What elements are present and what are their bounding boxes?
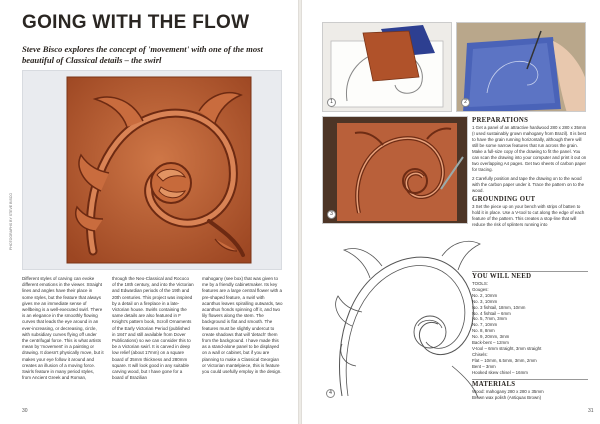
tool-item: No. 3, 10mm — [472, 298, 498, 304]
tool-item: Hooked skew chisel – 16mm — [472, 369, 528, 375]
grounding-heading: GROUNDING OUT — [472, 196, 536, 203]
material-item: Brown wax polish (Antiquax Brown) — [472, 394, 542, 400]
section-rule — [472, 379, 588, 380]
tool-item: Chisels: — [472, 351, 488, 357]
step-photo-1 — [322, 22, 452, 112]
tool-item: V-tool – 6mm straight, 3mm straight — [472, 345, 542, 351]
carved-panel-illustration — [23, 71, 282, 270]
preparations-heading: PREPARATIONS — [472, 117, 529, 124]
page-number-right: 31 — [588, 408, 594, 414]
you-will-need-heading: YOU WILL NEED — [472, 273, 532, 280]
photo-1-illustration — [323, 23, 452, 112]
tool-item: No. 2, 10mm — [472, 292, 498, 298]
tools-label: TOOLS: — [472, 281, 489, 286]
tool-item: No. 4 fishtail – 6mm — [472, 310, 511, 316]
photo-credit: PHOTOGRAPHS BY STEVE BISCO — [9, 192, 13, 250]
step-number-badge: 2 — [461, 98, 470, 107]
tool-item: No. 9, 20mm, 3mm — [472, 334, 510, 340]
left-page — [0, 0, 298, 424]
right-page — [302, 0, 600, 424]
hero-photo-carved-swirl — [22, 70, 282, 270]
materials-heading: MATERIALS — [472, 380, 516, 388]
section-rule — [472, 271, 588, 272]
tool-item: No. 8, 8mm — [472, 328, 495, 334]
tool-item: Bent – 3mm — [472, 363, 496, 369]
grounding-step-3: 3 Set the piece up on your bench with strips of batten to hold it in place. Use a V-tool to cut along the edge of each feature of the pattern. This creates a stop-line that will reduce the risk of splinters running into — [472, 204, 585, 227]
tool-item: No. 3 fishtail, 18mm, 10mm — [472, 304, 526, 310]
photo-3-illustration — [323, 117, 468, 224]
article-title: GOING WITH THE FLOW — [22, 12, 250, 33]
step-photo-2 — [456, 22, 586, 112]
tool-item: No. 7, 10mm — [472, 322, 498, 328]
body-column-2: through the Neo-Classical and Rococo of the 18th century, and into the Victorian and Edwardian periods of the 19th and 20th centuries. This project was inspired by a detail on a fireplace in a late-Victorian house. Swirls containing the same details are also featured in F Knight's pattern book, Scroll Ornaments of the Early Victorian Period (published in 1847 and still available from Dover Publications) so we can consider this to be a Victorian swirl. It is carved in deep low relief (about 17mm) on a square board of 35mm thickness and 280mm square. It will look good in any suitable carving wood, but I have gone for a board of Brazilian — [112, 276, 194, 381]
page-number-left: 30 — [22, 408, 28, 414]
tool-item: Back-bent – 12mm — [472, 340, 509, 346]
step-drawing-4 — [322, 226, 486, 402]
pattern-drawing — [322, 226, 486, 402]
you-will-need-box — [472, 268, 588, 401]
tool-item: No. 5, 7mm, 3mm — [472, 316, 507, 322]
tools-list — [472, 281, 588, 376]
byline: Steve Bisco — [22, 44, 63, 54]
material-item: Wood: mahogany 280 x 280 x 35mm — [472, 388, 544, 394]
step-number-badge: 4 — [326, 389, 335, 398]
tool-item: Flat – 10mm, 6.5mm, 3mm, 2mm — [472, 357, 537, 363]
preparations-step-2: 2 Carefully position and tape the drawing on to the wood with the carbon paper under it. Trace the pattern on to the wood. — [472, 176, 585, 193]
photo-2-illustration — [457, 23, 586, 112]
tool-item: Gouges: — [472, 286, 489, 292]
body-column-1: Different styles of carving can evoke different emotions in the viewer. Straight lines and angles have their place in some styles, but the feature that always gives me an immediate sense of wellbeing is a well-executed swirl. There is an elegance in the smoothly flowing curves that leads the eye around in an ever-increasing, or decreasing, circle, with subsidiary curves flying off under the centrifugal force. This is what artists mean by 'movement' in a painting or drawing. It doesn't physically move, but it makes your eye follow it around and creates an illusion of a moving force. Swirls feature in many period styles, from Ancient Greek and Roman, — [22, 276, 104, 381]
step-number-badge: 1 — [327, 98, 336, 107]
step-number-badge: 3 — [327, 210, 336, 219]
standfirst — [22, 44, 284, 66]
preparations-step-1: 1 Get a panel of an attractive hardwood 280 x 280 x 35mm (I used sustainably grown mahogany from Brazil). It is best to have the grain running horizontally, although there will still be some narrow features that run across the grain. Make a full-size copy of the drawing to fit the panel. You can scan the drawing into your computer and print it out on two overlapping A4 pages. Get two sheets of carbon paper for tracing. — [472, 125, 587, 172]
standfirst-text: explores the concept of 'movement' with one of the most beautiful of Classical details – the swirl — [22, 44, 263, 65]
body-column-3: mahogany (see box) that was given to me by a friendly cabinetmaker. Its key features are a large central flower with a pre-shaped feature, a swirl with acanthus leaves spiralling outwards, two acanthus fronds spinning off it, and two lily flowers along the stem. The background is flat and smooth. The features must be slightly undercut to create shadows that will 'detach' them from the background. I have made this as a stand-alone panel to be displayed on a wall or cabinet, but if you are planning to make a Classical Georgian or Victorian mantelpiece, this is feature you could usefully employ in the design. — [202, 276, 283, 375]
preparations-section — [472, 118, 588, 231]
step-photo-3 — [322, 116, 468, 224]
